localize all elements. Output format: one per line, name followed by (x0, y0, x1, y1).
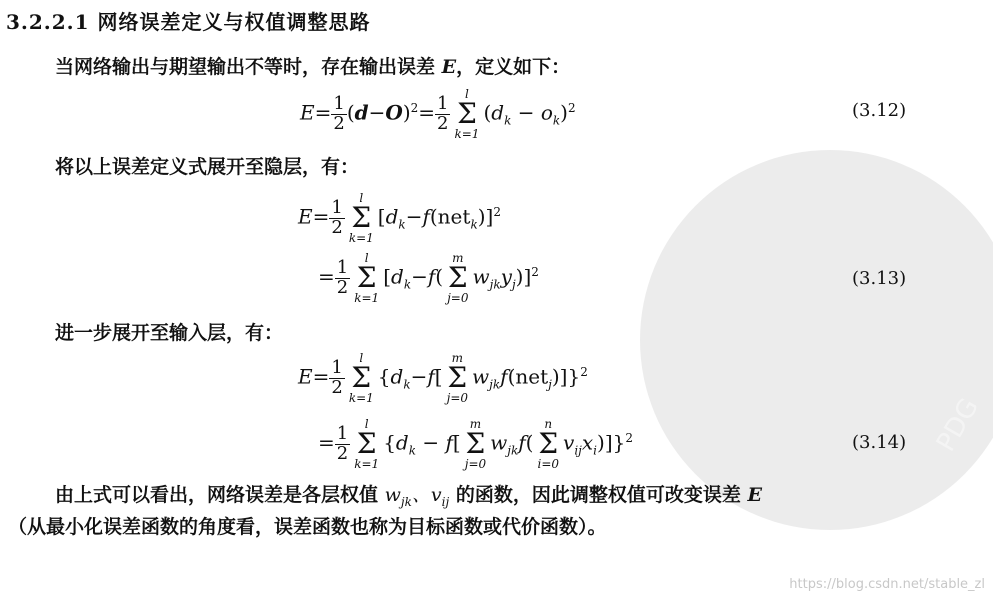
equation-3-13-line2: = $\frac{1}{2}$ l Σ k=1 [$d_k-f$( m Σ j=0 $w_{jk}y_j)]^2$ (318, 251, 539, 305)
equation-number-3-12: (3.12) (852, 100, 907, 121)
section-heading: 3.2.2.1 网络误差定义与权值调整思路 (6, 10, 371, 34)
source-url: https://blog.csdn.net/stable_zl (789, 577, 985, 592)
paragraph-intro: 当网络输出与期望输出不等时，存在输出误差 E，定义如下： (55, 56, 571, 78)
paragraph-hidden-layer: 将以上误差定义式展开至隐层，有： (55, 156, 360, 178)
paragraph-conclusion: 由上式可以看出，网络误差是各层权值 $w_{jk}$、$v_{ij}$ 的函数，因此调整权值可改变误差 E (55, 484, 762, 509)
seal-watermark (640, 150, 993, 530)
paragraph-note: （从最小化误差函数的角度看，误差函数也称为目标函数或代价函数）。 (8, 516, 607, 538)
pdg-watermark: PDG (930, 393, 985, 457)
equation-number-3-13: (3.13) (852, 268, 907, 289)
equation-number-3-14: (3.14) (852, 432, 907, 453)
equation-3-12: E= $\frac{1}{2}$ $(d-O)^2=$ $\frac{1}{2}$ l Σ k=1 $(d_k - o_k)^2$ (300, 87, 576, 141)
equation-3-14-line1: E= $\frac{1}{2}$ l Σ k=1 {$d_k-f$[ m Σ j=0 $w_{jk}f(net_j)]\}^2$ (298, 351, 588, 405)
equation-3-14-line2: = $\frac{1}{2}$ l Σ k=1 {$d_k - f$[ m Σ j=0 $w_{jk}f$( n Σ i=0 $v_{ij}x_i)]\}^2$ (318, 417, 633, 471)
equation-3-13-line1: E= $\frac{1}{2}$ l Σ k=1 $[d_k-f(net_k)]^2$ (298, 191, 501, 245)
paragraph-input-layer: 进一步展开至输入层，有： (55, 322, 284, 344)
